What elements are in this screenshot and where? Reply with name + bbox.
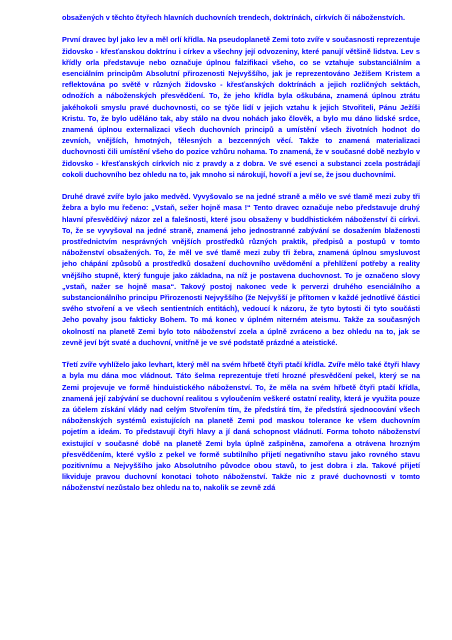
paragraph-third-beast: Třetí zvíře vyhlíželo jako levhart, který měl na svém hřbetě čtyři ptačí křídla. Zvíře mělo také čtyři hlavy a byla mu dána moc vládnout. Táto šelma reprezentuje třetí hrozné přesvědčení pekel, který se na Zemi projevuje ve formě hinduistického náboženství. To, že měla na svém hřbetě čtyři ptačí křídla, znamená její zabývání se duchovní realitou s vyloučením veškeré ostatní reality, která je využita pouze za účelem získání vlády nad celým Stvořením tím, že předstírá tím, že předstírá sjednocování všech náboženských systémů existujících na planetě Zemi pod maskou tolerance ke všem duchovním pojetím a ideám. To představují čtyři hlavy a jí daná schopnost vládnutí. Forma tohoto náboženství existující v současné době na planetě Zemi byla úplně zašpiněna, zamořena a otrávena hrozným přesvědčením, které vyšlo z pekel ve formě subtilního přijetí negativního stavu jako rovného stavu pozitivnímu a Nejvyššího jako Absolutního původce obou stavů, to jest dobra i zla. Takové přijetí likviduje pravou duchovní konotaci tohoto náboženství. Takže nic z pravé duchovnosti v tomto náboženství nezůstalo bez ohledu na to, nakolik se zevně zdá: [62, 360, 420, 493]
paragraph-second-beast: Druhé dravé zvíře bylo jako medvěd. Vyvyšovalo se na jedné straně a mělo ve své tlamě mezi zuby tři žebra a bylo mu řečeno: „Vstaň, sežer hojně masa !“ Tento dravec označuje nebo představuje druhý hlavní přesvědčivý názor zel a falešnosti, které jsou obsaženy v buddhistickém náboženství či církvi. To, že se vyvyšoval na jedné straně, znamená jeho jednostranné zabývání se dosažením blaženosti prostřednictvím nesprávných vnějších prostředků různých praktik, předpisů a postupů v tomto náboženství obsažených. To, že měl ve své tlamě mezi zuby tři žebra, znamená úplnou smysluvost jeho chápání způsobů a prostředků dosažení duchovního uvědomění a přehlížení potřeby a reality vnějšího stupně, který funguje jako základna, na níž je postavena duchovnost. To je označeno slovy „vstaň, nažer se hojně masa“. Takový postoj nakonec vede k perverzi druhého esenciálního a substancionálního principu Přirozenosti Nejvyššího (že Nejvyšší je přítomen v každé jednotlivé částici svého stvoření a ve všech sentientních entitách), vedoucí k názoru, že tyto bytosti či tyto součásti Jeho povahy jsou fakticky Bohem. To má konec v úplném niterném ateismu. Takže za současných okolností na planetě Zemi bylo toto náboženství zcela a úplně zvráceno a bez ohledu na to, jak se zevně jeví být svaté a duchovní, vnitřně je ve své podstatě prázdné a ateistické.: [62, 192, 420, 347]
paragraph-continuation: obsažených v těchto čtyřech hlavních duchovních trendech, doktrínách, církvích či náboženstvích.: [62, 13, 406, 22]
paragraph-first-beast: První dravec byl jako lev a měl orlí křídla. Na pseudoplanetě Zemi toto zvíře v současnosti reprezentuje židovsko - křesťanskou doktrínu i církev a všechny její odvozeniny, které panují většině lidstva. Lev s křídly orla představuje nebo označuje úplnou falzifikaci všeho, co se vztahuje substanciálním a esenciálním principům Absolutní přirozenosti Nejvyššího, jak je reprezentováno Ježíšem Kristem a reflektována po světě v různých židovsko - křesťanských doktrínách a jejich rozličných sektách, odnožích a náboženských přesvědčení. To, že jeho křídla byla oškubána, znamená úplnou ztrátu jakéhokoli smyslu pravé duchovnosti, co se týče lidí v jejich vztahu k jejich Stvořiteli, Pánu Ježíši Kristu. To, že bylo uděláno tak, aby stálo na dvou nohách jako člověk, a bylo mu dáno lidské srdce, znamená úplnou externalizaci všech duchovních principů a umístění všech životních hodnot do zevních, vnějších, hmotných, tělesných a bezcenných věcí. Takže to znamená materializaci duchovnosti čili umístění všeho do pozice vzhůru nohama. To znamená, že v současné době nezbylo v židovsko - křesťanských církvích nic z pravdy a z dobra. Ve své esenci a substanci zcela postrádají cokoli duchovního bez ohledu na to, jak mnoho si nárokují, hovoří a jeví se, že jsou duchovními.: [62, 35, 420, 179]
document-page: [62, 12, 420, 505]
